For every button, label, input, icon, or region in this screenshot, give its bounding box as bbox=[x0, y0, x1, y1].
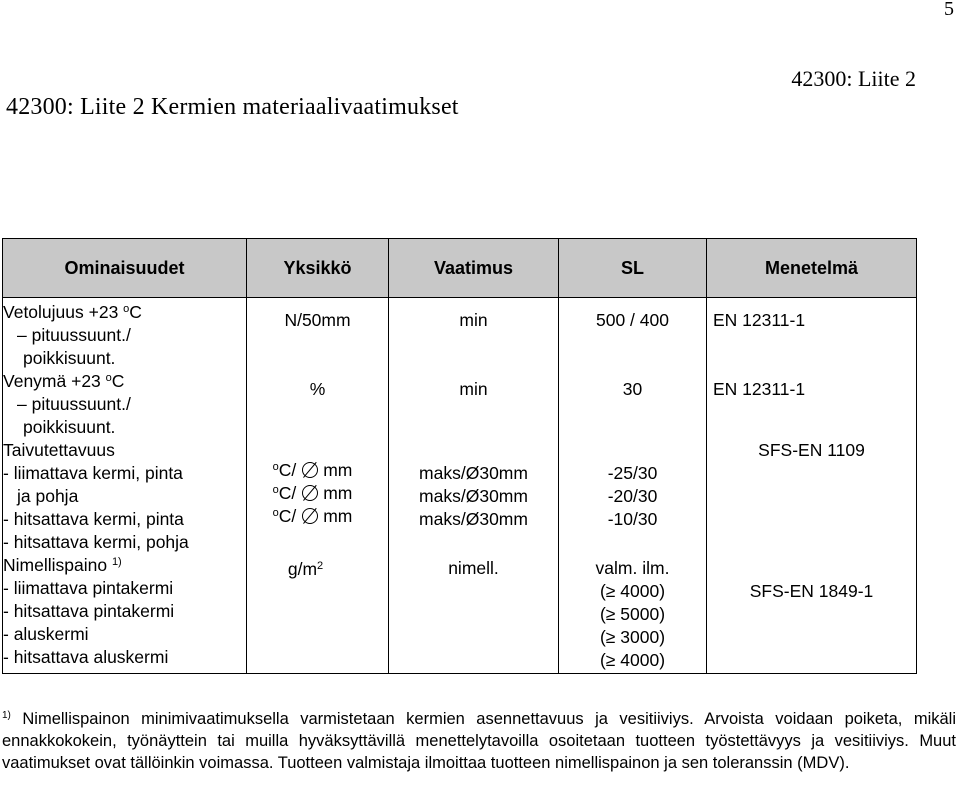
property-label: Taivutettavuus bbox=[3, 440, 115, 460]
requirement-cell: maks/Ø30mm maks/Ø30mm maks/Ø30mm bbox=[389, 439, 559, 554]
property-cell bbox=[3, 298, 247, 371]
table-header-row bbox=[3, 239, 917, 298]
property-sublabel: poikkisuunt. bbox=[23, 417, 116, 437]
property-sublabel: - hitsattava pintakermi bbox=[3, 601, 175, 621]
method-cell: SFS-EN 1109 bbox=[707, 439, 917, 554]
requirement-cell: nimell. bbox=[389, 554, 559, 674]
header-yksikko: Yksikkö bbox=[247, 239, 389, 298]
property-label: Nimellispaino $^{1)}$ bbox=[3, 555, 122, 575]
property-sublabel: – pituussuunt./ bbox=[17, 394, 131, 414]
requirements-table bbox=[2, 238, 917, 674]
sl-cell: 30 bbox=[559, 370, 707, 439]
property-sublabel: – pituussuunt./ bbox=[17, 325, 131, 345]
property-label: Venymä +23 $^o$C bbox=[3, 371, 125, 391]
header-sl: SL bbox=[559, 239, 707, 298]
property-sublabel: poikkisuunt. bbox=[23, 348, 116, 368]
requirement-cell: min bbox=[389, 298, 559, 371]
table-row-vetolujuus bbox=[3, 298, 917, 371]
diameter-icon bbox=[302, 462, 318, 478]
property-sublabel: - hitsattava kermi, pinta bbox=[3, 509, 184, 529]
property-cell bbox=[3, 370, 247, 439]
property-sublabel: ja pohja bbox=[17, 486, 79, 506]
diameter-icon bbox=[302, 508, 318, 524]
method-cell: EN 12311-1 bbox=[707, 298, 917, 371]
method-cell: SFS-EN 1849-1 bbox=[707, 554, 917, 674]
sl-cell: -25/30 -20/30 -10/30 bbox=[559, 439, 707, 554]
unit-cell: $g/m^2$ bbox=[247, 554, 389, 674]
table-row-nimellispaino bbox=[3, 554, 917, 674]
header-ominaisuudet: Ominaisuudet bbox=[3, 239, 247, 298]
page-number: 5 bbox=[944, 0, 954, 20]
unit-cell: $^o$C/ mm $^o$C/ mm $^o$C/ mm bbox=[247, 439, 389, 554]
property-sublabel: - liimattava kermi, pinta bbox=[3, 463, 183, 483]
property-sublabel: - hitsattava aluskermi bbox=[3, 647, 169, 667]
table-row-taivutettavuus bbox=[3, 439, 917, 554]
property-label: Vetolujuus +23 $^o$C bbox=[3, 302, 142, 322]
sl-cell: 500 / 400 bbox=[559, 298, 707, 371]
unit-cell: N/50mm bbox=[247, 298, 389, 371]
method-cell: EN 12311-1 bbox=[707, 370, 917, 439]
header-vaatimus: Vaatimus bbox=[389, 239, 559, 298]
property-sublabel: - liimattava pintakermi bbox=[3, 578, 174, 598]
header-reference: 42300: Liite 2 bbox=[791, 66, 916, 91]
table-row-venyma bbox=[3, 370, 917, 439]
footnote-marker: 1) bbox=[2, 710, 11, 721]
diameter-icon bbox=[302, 485, 318, 501]
property-cell bbox=[3, 439, 247, 554]
unit-cell: % bbox=[247, 370, 389, 439]
header-menetelma: Menetelmä bbox=[707, 239, 917, 298]
requirement-cell: min bbox=[389, 370, 559, 439]
footnote-text: Nimellispainon minimivaatimuksella varmistetaan kermien asennettavuus ja vesitiiviys. Arvoista voidaan poiketa, mikäli ennakkokokein, työnäyttein tai muilla hyväksyttävillä menettelytavoilla osoitetaan tuotteen työstettävyys ja vesitiiviys. Muut vaatimukset ovat tällöinkin voimassa. Tuotteen valmistaja ilmoittaa tuotteen nimellispainon ja sen toleranssin (MDV). bbox=[2, 710, 956, 772]
property-cell bbox=[3, 554, 247, 674]
document-title: 42300: Liite 2 Kermien materiaalivaatimukset bbox=[6, 94, 459, 120]
property-sublabel: - hitsattava kermi, pohja bbox=[3, 532, 189, 552]
footnote bbox=[2, 708, 956, 774]
sl-cell: valm. ilm. (≥ 4000) (≥ 5000) (≥ 3000) (≥ 4000) bbox=[559, 554, 707, 674]
property-sublabel: - aluskermi bbox=[3, 624, 89, 644]
